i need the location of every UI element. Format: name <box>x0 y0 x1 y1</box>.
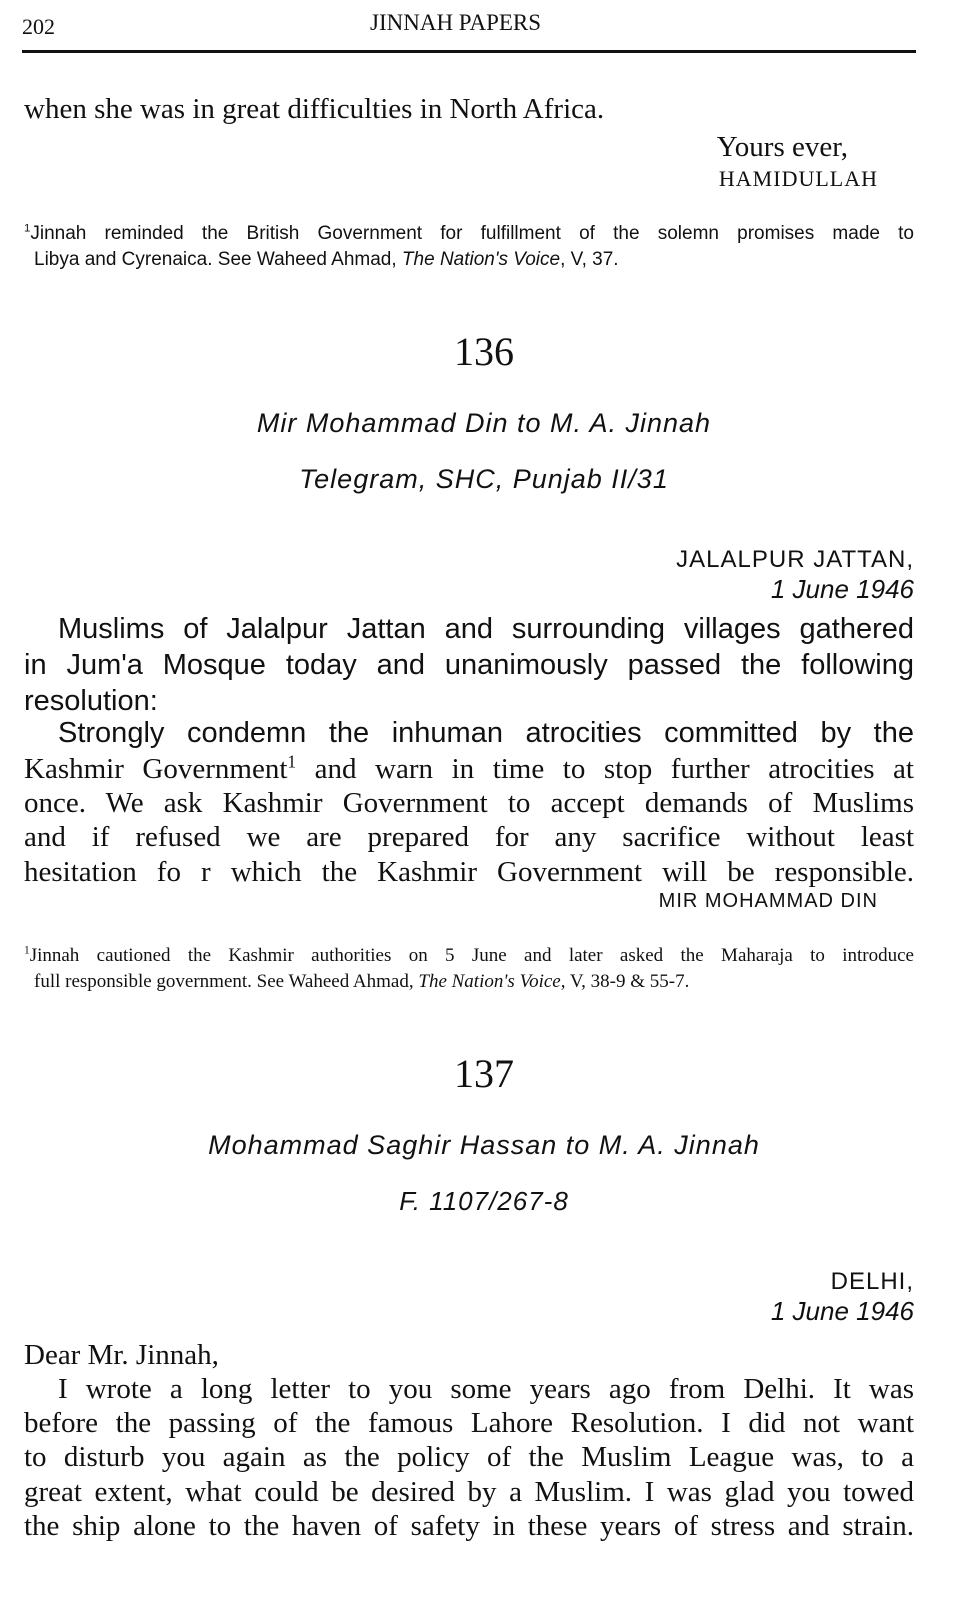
running-title: JINNAH PAPERS <box>370 10 542 35</box>
telegram-line-1: Muslims of Jalalpur Jattan and surrounding villages gathered <box>58 613 914 645</box>
letter-line-4: great extent, what could be desired by a Muslim. I was glad you towed <box>24 1476 914 1508</box>
telegram-line-5-rest: and warn in time to stop further atrocities at <box>296 753 914 785</box>
footnote-2-line-2 <box>34 970 689 994</box>
telegram-line-4: Strongly condemn the inhuman atrocities committed by the <box>58 717 914 749</box>
footnote-1-book-title: The Nation's Voice <box>401 249 561 270</box>
footnote-1-text: Jinnah reminded the British Government for fulfillment of the solemn promises made to <box>30 223 914 244</box>
letter-line-5: the ship alone to the haven of safety in these years of stress and strain. <box>24 1510 914 1542</box>
signature-hamidullah: HAMIDULLAH <box>718 166 878 191</box>
kashmir-government-text: Kashmir Government <box>24 753 288 785</box>
footnote-2-line-2-post: , V, 38-9 & 55-7. <box>560 971 690 992</box>
telegram-line-2: in Jum'a Mosque today and unanimously passed the following <box>24 649 914 681</box>
letter-line-1: I wrote a long letter to you some years ago from Delhi. It was <box>58 1373 914 1405</box>
letter-line-2: before the passing of the famous Lahore Resolution. I did not want <box>24 1407 914 1439</box>
carryover-line: when she was in great difficulties in North Africa. <box>24 93 605 125</box>
signature-mir-mohammad-din: MIR MOHAMMAD DIN <box>658 890 878 912</box>
footnote-1-line-1 <box>24 222 914 246</box>
document-136-source: Telegram, SHC, Punjab II/31 <box>299 464 669 494</box>
telegram-line-8: hesitation fo r which the Kashmir Government will be responsible. <box>24 856 914 888</box>
page-number: 202 <box>22 14 55 39</box>
footnote-marker: 1 <box>24 944 30 957</box>
footnote-1-line-2-post: , V, 37. <box>560 249 619 270</box>
telegram-line-7: and if refused we are prepared for any sacrifice without least <box>24 821 914 853</box>
document-137-heading: Mohammad Saghir Hassan to M. A. Jinnah <box>208 1130 760 1160</box>
footnote-2-line-2-pre: full responsible government. See Waheed Ahmad, <box>34 971 419 992</box>
telegram-line-3: resolution: <box>24 685 158 717</box>
footnote-1-line-2-pre: Libya and Cyrenaica. See Waheed Ahmad, <box>34 249 402 270</box>
letter-line-3: to disturb you again as the policy of the Muslim League was, to a <box>24 1441 914 1473</box>
closing-yours-ever: Yours ever, <box>716 131 848 163</box>
footnote-2-book-title: The Nation's Voice <box>418 971 561 992</box>
document-136-date: 1 June 1946 <box>770 574 914 604</box>
document-136-place: JALALPUR JATTAN, <box>676 546 914 573</box>
document-number-137: 137 <box>454 1051 514 1096</box>
telegram-line-6: once. We ask Kashmir Government to accept demands of Muslims <box>24 787 914 819</box>
document-136-heading: Mir Mohammad Din to M. A. Jinnah <box>256 408 712 438</box>
document-137-place: DELHI, <box>830 1268 914 1295</box>
letter-salutation: Dear Mr. Jinnah, <box>24 1339 219 1371</box>
footnote-2-text: Jinnah cautioned the Kashmir authorities on 5 June and later asked the Maharaja to introduce <box>29 945 914 966</box>
footnote-reference: 1 <box>287 751 297 772</box>
document-number-136: 136 <box>454 329 514 374</box>
header-rule <box>22 50 916 53</box>
telegram-line-5 <box>24 752 914 786</box>
footnote-marker: 1 <box>24 222 31 235</box>
document-137-date: 1 June 1946 <box>770 1296 914 1326</box>
footnote-2-line-1 <box>24 944 914 968</box>
document-137-source: F. 1107/267-8 <box>399 1186 569 1216</box>
footnote-1-line-2 <box>34 248 619 272</box>
